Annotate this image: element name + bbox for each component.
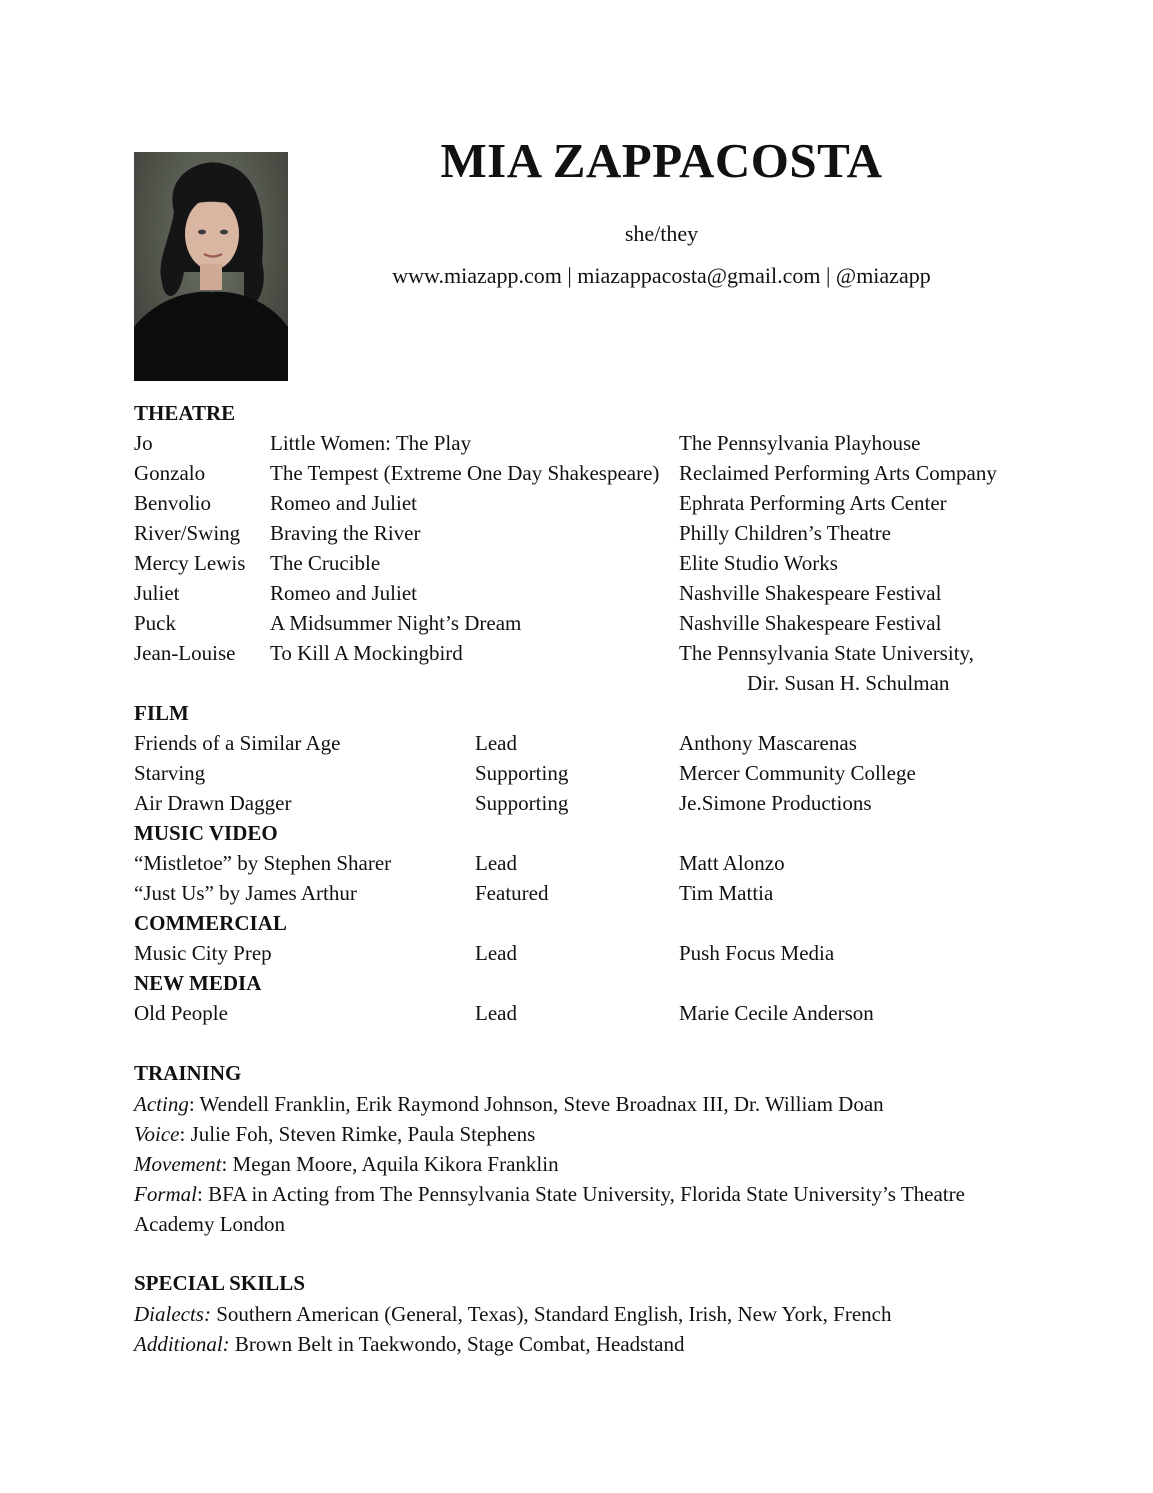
credit-type: Lead (475, 941, 517, 965)
theatre-venue: Reclaimed Performing Arts Company (679, 461, 997, 485)
training-acting-label: Acting (134, 1092, 189, 1116)
training-formal-label: Formal (134, 1182, 197, 1206)
training-voice-text: : Julie Foh, Steven Rimke, Paula Stephens (179, 1122, 536, 1146)
training-heading: TRAINING (134, 1061, 242, 1085)
credit-title: Starving (134, 761, 206, 785)
credit-type: Lead (475, 851, 517, 875)
music-video-row (0, 881, 1153, 911)
credit-director: Push Focus Media (679, 941, 835, 965)
training-formal (134, 1179, 1014, 1239)
training-movement-text: : Megan Moore, Aquila Kikora Franklin (221, 1152, 559, 1176)
credit-type: Supporting (475, 761, 569, 785)
credit-title: “Mistletoe” by Stephen Sharer (134, 851, 392, 875)
training-formal-text: : BFA in Acting from The Pennsylvania State University, Florida State University’s Theatre Academy London (134, 1182, 965, 1236)
theatre-venue: Ephrata Performing Arts Center (679, 491, 947, 515)
theatre-row (0, 491, 1153, 521)
credit-title: Old People (134, 1001, 228, 1025)
training-voice (134, 1119, 1014, 1149)
resume-name: MIA ZAPPACOSTA (440, 133, 883, 188)
training-movement-label: Movement (134, 1152, 222, 1176)
training-details (134, 1089, 1014, 1239)
special-skills-heading: SPECIAL SKILLS (134, 1271, 305, 1295)
new-media-heading: NEW MEDIA (134, 971, 262, 995)
theatre-production: Romeo and Juliet (270, 581, 417, 605)
skills-additional-text: Brown Belt in Taekwondo, Stage Combat, Headstand (229, 1332, 685, 1356)
theatre-venue: Philly Children’s Theatre (679, 521, 891, 545)
theatre-production: Braving the River (270, 521, 421, 545)
headshot-photo (134, 152, 288, 381)
training-acting-text: : Wendell Franklin, Erik Raymond Johnson, Steve Broadnax III, Dr. William Doan (188, 1092, 884, 1116)
skills-details (134, 1299, 1014, 1359)
credit-director: Tim Mattia (679, 881, 774, 905)
credit-director: Anthony Mascarenas (679, 731, 857, 755)
contact-line: www.miazapp.com | miazappacosta@gmail.com | @miazapp (392, 263, 931, 288)
training-acting (134, 1089, 1014, 1119)
theatre-row (0, 461, 1153, 491)
theatre-venue-continuation: Dir. Susan H. Schulman (747, 671, 950, 695)
credit-type: Supporting (475, 791, 569, 815)
skills-dialects (134, 1299, 1014, 1329)
music-video-row (0, 851, 1153, 881)
credit-type: Lead (475, 1001, 517, 1025)
theatre-production: The Crucible (270, 551, 381, 575)
theatre-venue: Elite Studio Works (679, 551, 838, 575)
film-heading: FILM (134, 701, 189, 725)
theatre-role: Puck (134, 611, 176, 635)
theatre-row (0, 431, 1153, 461)
theatre-row (0, 641, 1153, 671)
theatre-venue: The Pennsylvania State University, (679, 641, 974, 665)
music-video-heading: MUSIC VIDEO (134, 821, 278, 845)
skills-additional-label: Additional: (134, 1332, 230, 1356)
commercial-row (0, 941, 1153, 971)
credit-director: Marie Cecile Anderson (679, 1001, 874, 1025)
film-row (0, 761, 1153, 791)
theatre-venue: The Pennsylvania Playhouse (679, 431, 921, 455)
theatre-row (0, 611, 1153, 641)
theatre-role: Juliet (134, 581, 180, 605)
theatre-role: Jo (134, 431, 153, 455)
credit-director: Mercer Community College (679, 761, 916, 785)
pronouns: she/they (624, 221, 699, 246)
theatre-venue: Nashville Shakespeare Festival (679, 611, 942, 635)
theatre-production: Little Women: The Play (270, 431, 472, 455)
commercial-heading: COMMERCIAL (134, 911, 287, 935)
theatre-production: A Midsummer Night’s Dream (270, 611, 522, 635)
skills-dialects-text: Southern American (General, Texas), Standard English, Irish, New York, French (210, 1302, 892, 1326)
theatre-row (0, 581, 1153, 611)
theatre-venue: Nashville Shakespeare Festival (679, 581, 942, 605)
credit-director: Matt Alonzo (679, 851, 785, 875)
theatre-role: Mercy Lewis (134, 551, 246, 575)
theatre-role: Benvolio (134, 491, 211, 515)
film-row (0, 731, 1153, 761)
credit-title: Friends of a Similar Age (134, 731, 341, 755)
credit-type: Featured (475, 881, 549, 905)
headshot-portrait-image (134, 152, 288, 381)
theatre-role: River/Swing (134, 521, 241, 545)
credit-director: Je.Simone Productions (679, 791, 872, 815)
credit-type: Lead (475, 731, 517, 755)
theatre-row (0, 521, 1153, 551)
skills-additional (134, 1329, 1014, 1359)
theatre-production: To Kill A Mockingbird (270, 641, 463, 665)
training-movement (134, 1149, 1014, 1179)
film-row (0, 791, 1153, 821)
theatre-production: Romeo and Juliet (270, 491, 417, 515)
new-media-row (0, 1001, 1153, 1031)
theatre-role: Gonzalo (134, 461, 206, 485)
skills-dialects-label: Dialects: (134, 1302, 211, 1326)
theatre-role: Jean-Louise (134, 641, 236, 665)
theatre-production: The Tempest (Extreme One Day Shakespeare) (270, 461, 660, 485)
theatre-row (0, 551, 1153, 581)
training-voice-label: Voice (134, 1122, 180, 1146)
credit-title: Music City Prep (134, 941, 272, 965)
credit-title: Air Drawn Dagger (134, 791, 292, 815)
theatre-heading: THEATRE (134, 401, 236, 425)
credit-title: “Just Us” by James Arthur (134, 881, 357, 905)
